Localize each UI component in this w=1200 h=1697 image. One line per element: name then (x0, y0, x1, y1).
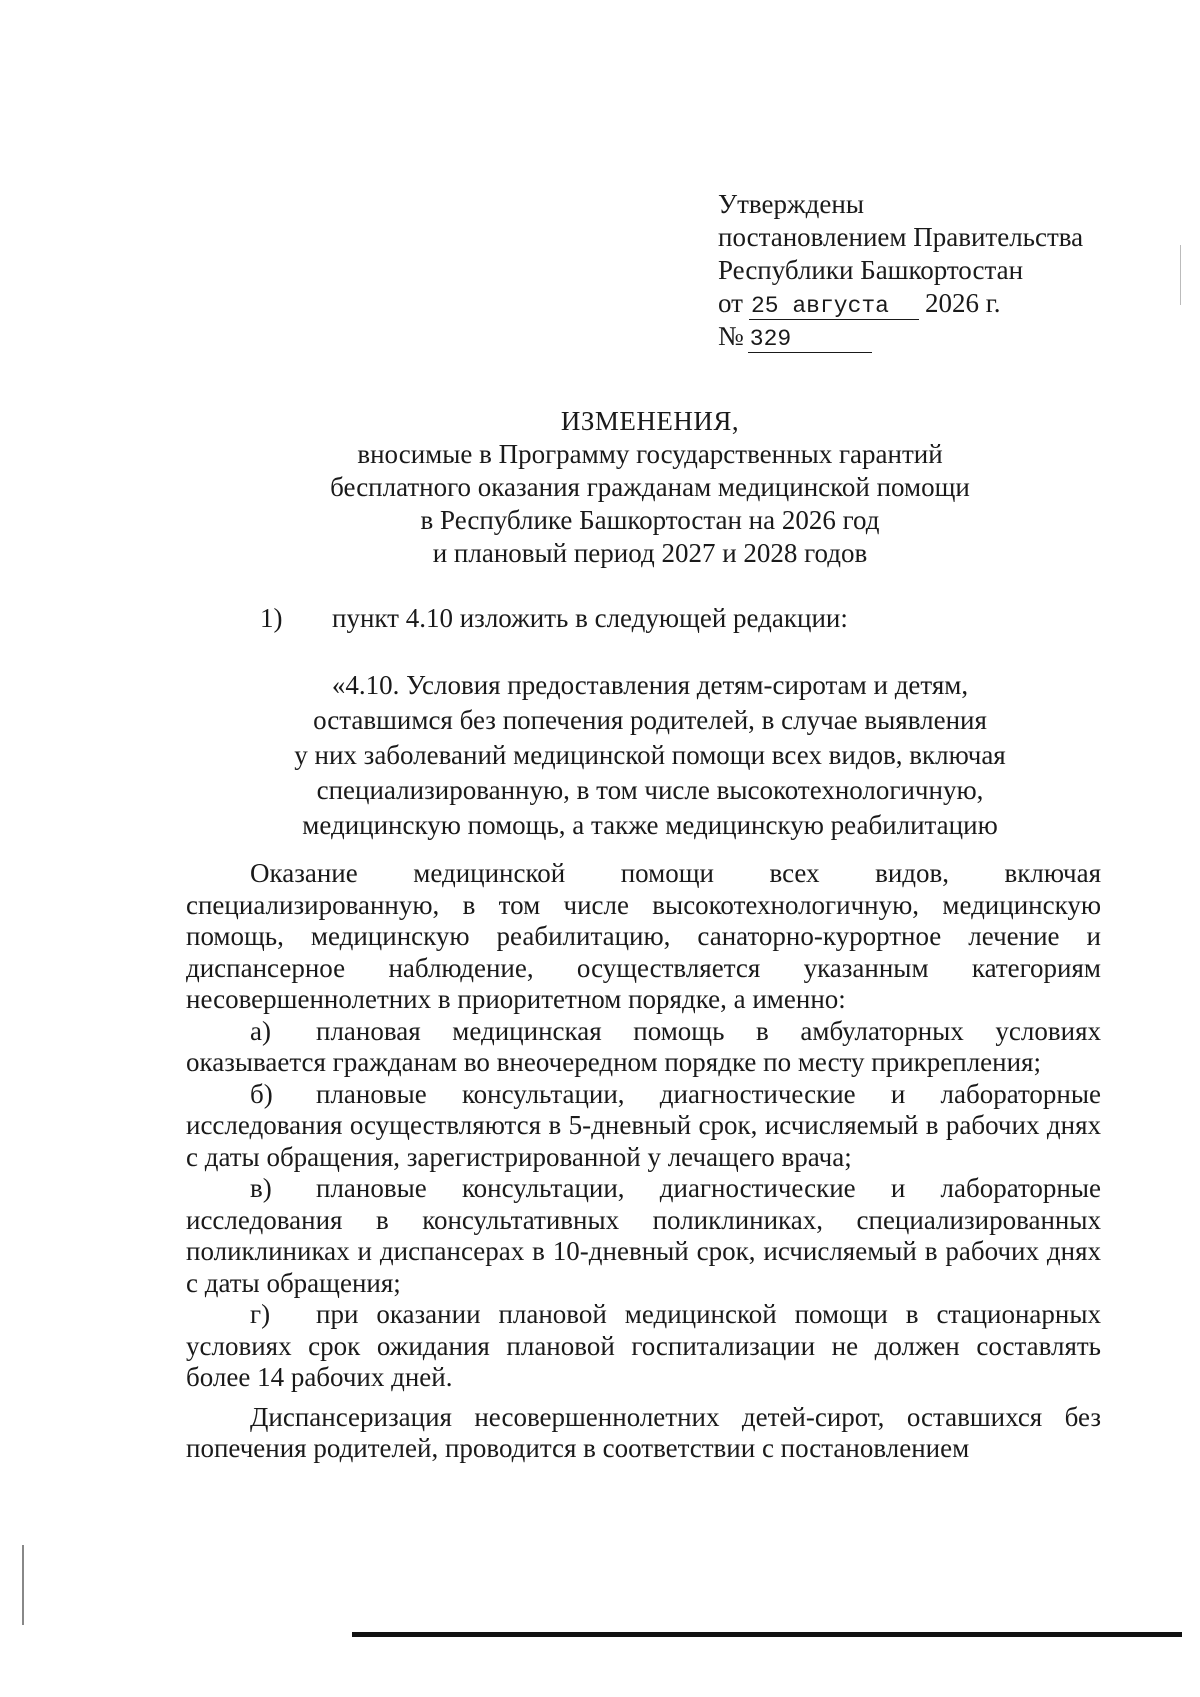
approval-line-2: постановлением Правительства (718, 222, 1084, 252)
item-1 (260, 602, 848, 635)
section-heading-line: медицинскую помощь, а также медицинскую реабилитацию (302, 810, 998, 840)
body-text (186, 858, 1101, 1465)
date-suffix: 2026 г. (924, 288, 1001, 318)
list-marker: а) (250, 1015, 271, 1046)
date-value: 25 августа (749, 293, 919, 320)
number-prefix: № (718, 321, 744, 351)
scan-border-line (352, 1632, 1182, 1637)
list-item-g (186, 1299, 1101, 1394)
list-item-text: плановые консультации, диагностические и лабораторные исследования осуществляются в 5-дневный срок, исчисляемый в рабочих днях с даты обращения, зарегистрированной у лечащего врача; (186, 1078, 1101, 1172)
list-item-text: плановые консультации, диагностические и лабораторные исследования в консультативных поликлиниках, специализированных поликлиниках и диспансерах в 10-дневный срок, исчисляемый в рабочих днях с даты обращения; (186, 1173, 1101, 1298)
approval-block (718, 188, 1083, 353)
section-heading-line: у них заболеваний медицинской помощи всех видов, включая (294, 740, 1006, 770)
section-4-10-heading (200, 668, 1100, 843)
number-value: 329 (748, 326, 872, 353)
list-item-v (186, 1173, 1101, 1299)
document-title (200, 405, 1100, 570)
approval-date-line (718, 287, 1083, 320)
list-marker: в) (250, 1173, 272, 1203)
list-marker: г) (250, 1299, 271, 1329)
title-line: в Республике Башкортостан на 2026 год (420, 505, 880, 535)
title-line: вносимые в Программу государственных гарантий (357, 439, 943, 469)
scan-edge-mark (22, 1545, 24, 1625)
approval-line-1: Утверждены (718, 189, 864, 219)
item-1-number: 1) (260, 603, 283, 633)
section-heading-line: «4.10. Условия предоставления детям-сиротам и детям, (331, 670, 969, 700)
item-1-text: пункт 4.10 изложить в следующей редакции: (332, 603, 848, 633)
title-line: и плановый период 2027 и 2028 годов (432, 538, 868, 568)
approval-number-line (718, 320, 1083, 353)
list-item-text: при оказании плановой медицинской помощи в стационарных условиях срок ожидания плановой госпитализации не должен составлять более 14 рабочих дней. (186, 1299, 1101, 1392)
section-heading-line: оставшимся без попечения родителей, в случае выявления (313, 705, 987, 735)
scan-edge-mark (1180, 245, 1181, 305)
list-item-b (186, 1079, 1101, 1174)
approval-line-3: Республики Башкортостан (718, 255, 1024, 285)
intro-paragraph: Оказание медицинской помощи всех видов, включая специализированную, в том числе высокотехнологичную, медицинскую помощь, медицинскую реабилитацию, санаторно-курортное лечение и диспансерное наблюдение, осуществляется указанным категориям несовершеннолетних в приоритетном порядке, а именно: (186, 858, 1101, 1014)
list-marker: б) (250, 1078, 273, 1109)
closing-paragraph: Диспансеризация несовершеннолетних детей-сирот, оставшихся без попечения родителей, проводится в соответствии с постановлением (186, 1401, 1101, 1463)
title-heading: ИЗМЕНЕНИЯ, (560, 406, 740, 436)
date-prefix: от (718, 288, 743, 318)
section-heading-line: специализированную, в том числе высокотехнологичную, (316, 775, 984, 805)
list-item-text: плановая медицинская помощь в амбулаторных условиях оказывается гражданам во внеочередном порядке по месту прикрепления; (186, 1015, 1101, 1077)
list-item-a (186, 1016, 1101, 1079)
title-line: бесплатного оказания гражданам медицинской помощи (330, 472, 970, 502)
